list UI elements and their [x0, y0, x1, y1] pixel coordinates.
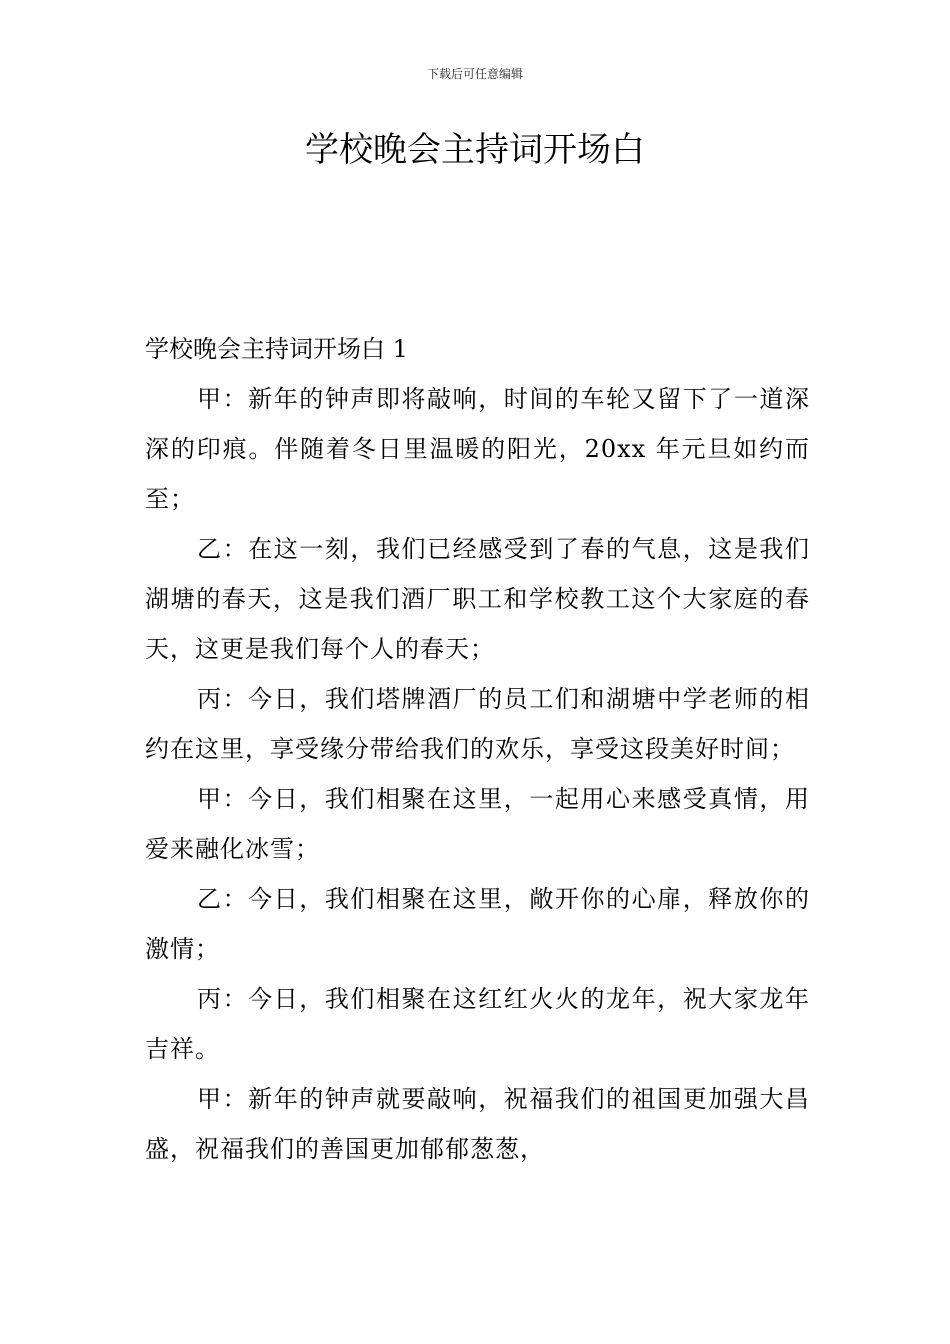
section-heading: 学校晚会主持词开场白 1: [145, 335, 408, 363]
paragraph: 乙：今日，我们相聚在这里，敞开你的心扉，释放你的激情；: [145, 885, 810, 963]
document-title: 学校晚会主持词开场白: [305, 130, 645, 170]
paragraph: 甲：今日，我们相聚在这里，一起用心来感受真情，用爱来融化冰雪；: [145, 785, 810, 863]
paragraph: 丙：今日，我们相聚在这红红火火的龙年，祝大家龙年吉祥。: [145, 985, 810, 1063]
page-header-note: 下载后可任意编辑: [426, 67, 523, 81]
document-body: [145, 324, 810, 1174]
paragraph: 甲：新年的钟声即将敲响，时间的车轮又留下了一道深深的印痕。伴随着冬日里温暖的阳光，20xx 年元旦如约而至；: [145, 385, 810, 513]
paragraph: 乙：在这一刻，我们已经感受到了春的气息，这是我们湖塘的春天，这是我们酒厂职工和学校教工这个大家庭的春天，这更是我们每个人的春天；: [145, 535, 810, 663]
paragraph: 丙：今日，我们塔牌酒厂的员工们和湖塘中学老师的相约在这里，享受缘分带给我们的欢乐，享受这段美好时间；: [145, 685, 810, 763]
paragraph: 甲：新年的钟声就要敲响，祝福我们的祖国更加强大昌盛，祝福我们的善国更加郁郁葱葱，: [145, 1085, 810, 1163]
